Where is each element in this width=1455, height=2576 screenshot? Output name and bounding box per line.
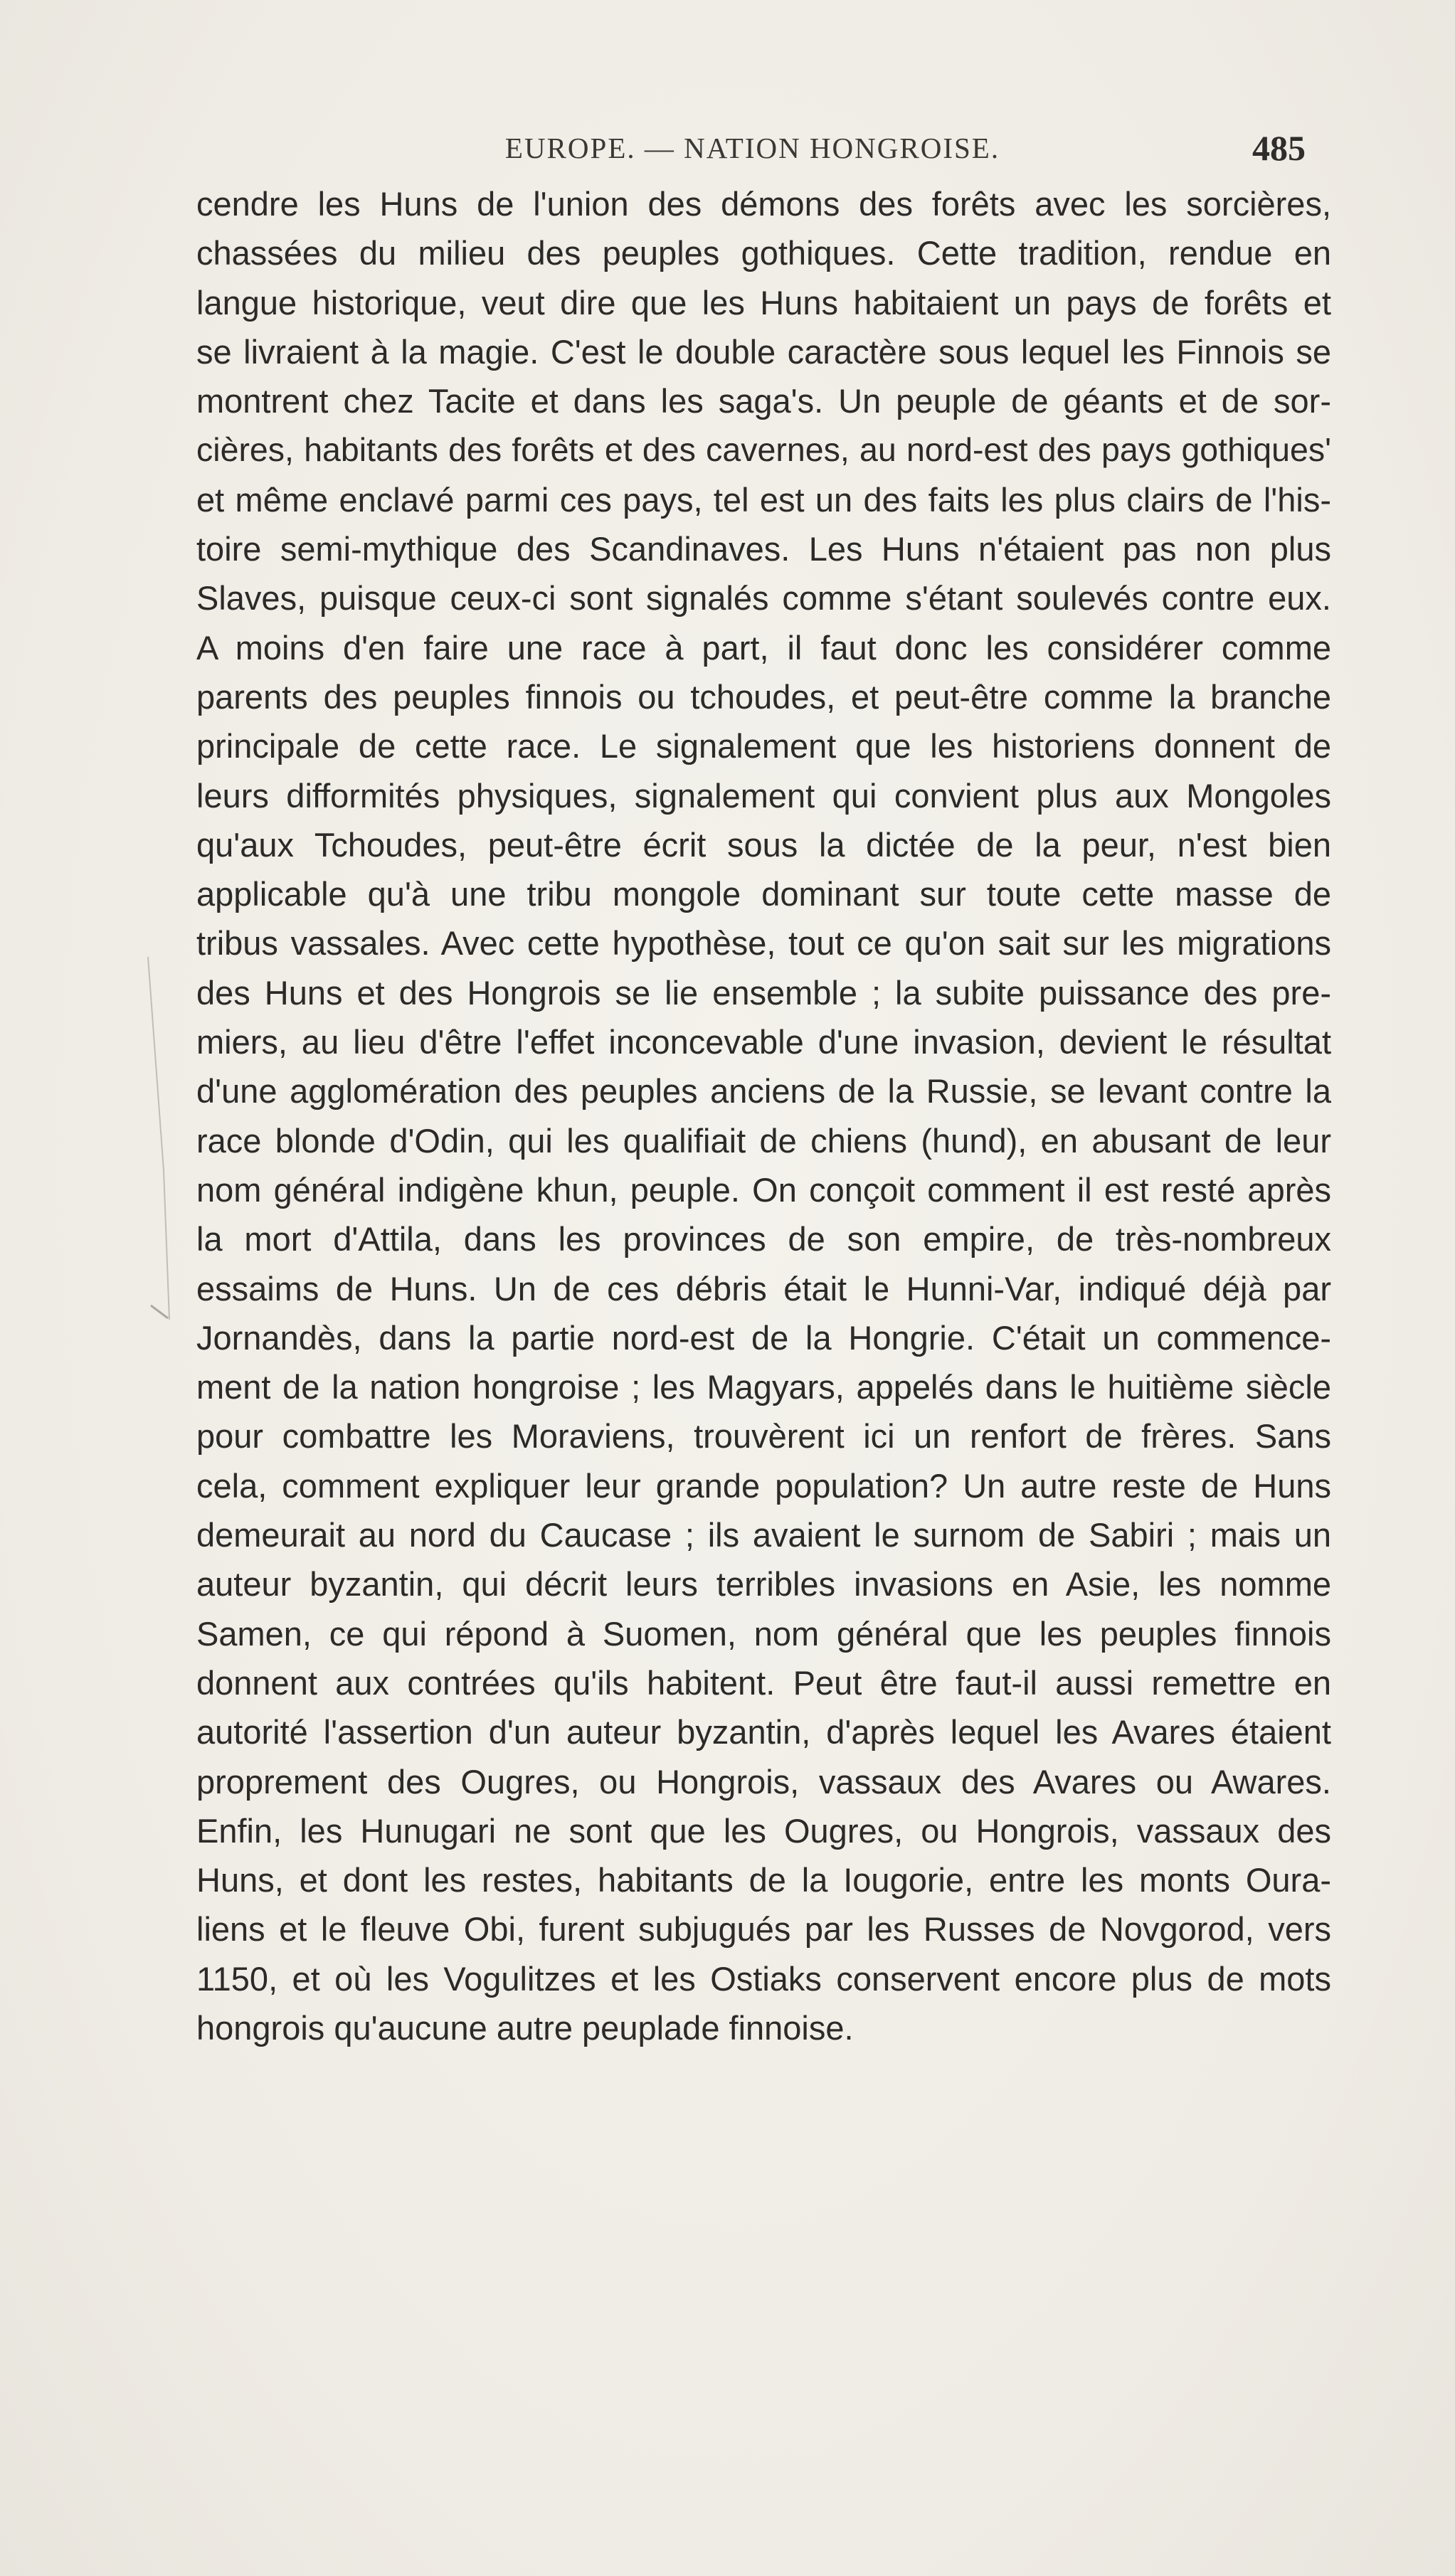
- text-line: Jornandès, dans la partie nord-est de la Hongrie. C'était un commence-: [196, 1318, 1331, 1357]
- text-line: et même enclavé parmi ces pays, tel est un des faits les plus clairs de l'his-: [196, 480, 1331, 519]
- text-line: toire semi-mythique des Scandinaves. Les Huns n'étaient pas non plus: [196, 530, 1331, 568]
- text-line: qu'aux Tchoudes, peut-être écrit sous la dictée de la peur, n'est bien: [196, 825, 1331, 864]
- text-line: A moins d'en faire une race à part, il faut donc les considérer comme: [196, 628, 1331, 667]
- text-line: applicable qu'à une tribu mongole dominant sur toute cette masse de: [196, 875, 1331, 913]
- text-line: se livraient à la magie. C'est le double caractère sous lequel les Finnois se: [196, 332, 1331, 371]
- text-line: race blonde d'Odin, qui les qualifiait de chiens (hund), en abusant de leur: [196, 1121, 1331, 1160]
- text-line: montrent chez Tacite et dans les saga's. Un peuple de géants et de sor-: [196, 382, 1331, 420]
- text-line: proprement des Ougres, ou Hongrois, vassaux des Avares ou Awares.: [196, 1762, 1331, 1801]
- page-number: 485: [1252, 128, 1306, 168]
- text-line: Huns, et dont les restes, habitants de la Iougorie, entre les monts Oura-: [196, 1861, 1331, 1899]
- text-line: parents des peuples finnois ou tchoudes, et peut-être comme la branche: [196, 677, 1331, 716]
- margin-bracket-mark: [142, 957, 171, 1320]
- running-head: [199, 127, 1306, 169]
- text-line: demeurait au nord du Caucase ; ils avaient le surnom de Sabiri ; mais un: [196, 1516, 1331, 1554]
- text-line: Samen, ce qui répond à Suomen, nom général que les peuples finnois: [196, 1614, 1331, 1653]
- text-line: leurs difformités physiques, signalement qui convient plus aux Mongoles: [196, 776, 1331, 815]
- body-text: [196, 179, 1331, 2052]
- text-line: nom général indigène khun, peuple. On conçoit comment il est resté après: [196, 1170, 1331, 1209]
- text-line: essaims de Huns. Un de ces débris était le Hunni-Var, indiqué déjà par: [196, 1269, 1331, 1308]
- text-line: 1150, et où les Vogulitzes et les Ostiaks conservent encore plus de mots: [196, 1959, 1331, 1998]
- text-line: liens et le fleuve Obi, furent subjugués par les Russes de Novgorod, vers: [196, 1910, 1331, 1949]
- text-line: la mort d'Attila, dans les provinces de son empire, de très-nombreux: [196, 1220, 1331, 1258]
- text-line: auteur byzantin, qui décrit leurs terribles invasions en Asie, les nomme: [196, 1565, 1331, 1604]
- text-line: des Huns et des Hongrois se lie ensemble ; la subite puissance des pre-: [196, 973, 1331, 1012]
- text-line: donnent aux contrées qu'ils habitent. Peut être faut-il aussi remettre en: [196, 1663, 1331, 1702]
- text-line: cières, habitants des forêts et des cavernes, au nord-est des pays gothiques': [196, 431, 1331, 469]
- text-line: Enfin, les Hunugari ne sont que les Ougres, ou Hongrois, vassaux des: [196, 1811, 1331, 1850]
- text-line: cela, comment expliquer leur grande population? Un autre reste de Huns: [196, 1466, 1331, 1505]
- text-line: tribus vassales. Avec cette hypothèse, tout ce qu'on sait sur les migrations: [196, 924, 1331, 963]
- running-title: EUROPE. — NATION HONGROISE.: [504, 132, 1000, 164]
- text-line: pour combattre les Moraviens, trouvèrent ici un renfort de frères. Sans: [196, 1417, 1331, 1456]
- text-line: d'une agglomération des peuples anciens de la Russie, se levant contre la: [196, 1072, 1331, 1111]
- text-line: autorité l'assertion d'un auteur byzantin, d'après lequel les Avares étaient: [196, 1713, 1331, 1751]
- text-line: miers, au lieu d'être l'effet inconcevable d'une invasion, devient le résultat: [196, 1023, 1331, 1061]
- text-line: cendre les Huns de l'union des démons des forêts avec les sorcières,: [196, 185, 1331, 223]
- text-line: Slaves, puisque ceux-ci sont signalés comme s'étant soulevés contre eux.: [196, 579, 1331, 618]
- text-line: chassées du milieu des peuples gothiques. Cette tradition, rendue en: [196, 234, 1331, 272]
- text-line: ment de la nation hongroise ; les Magyars, appelés dans le huitième siècle: [196, 1368, 1331, 1406]
- text-line-last: hongrois qu'aucune autre peuplade finnoise.: [196, 2008, 854, 2047]
- text-line: langue historique, veut dire que les Huns habitaient un pays de forêts et: [196, 283, 1331, 322]
- text-line: principale de cette race. Le signalement que les historiens donnent de: [196, 727, 1331, 765]
